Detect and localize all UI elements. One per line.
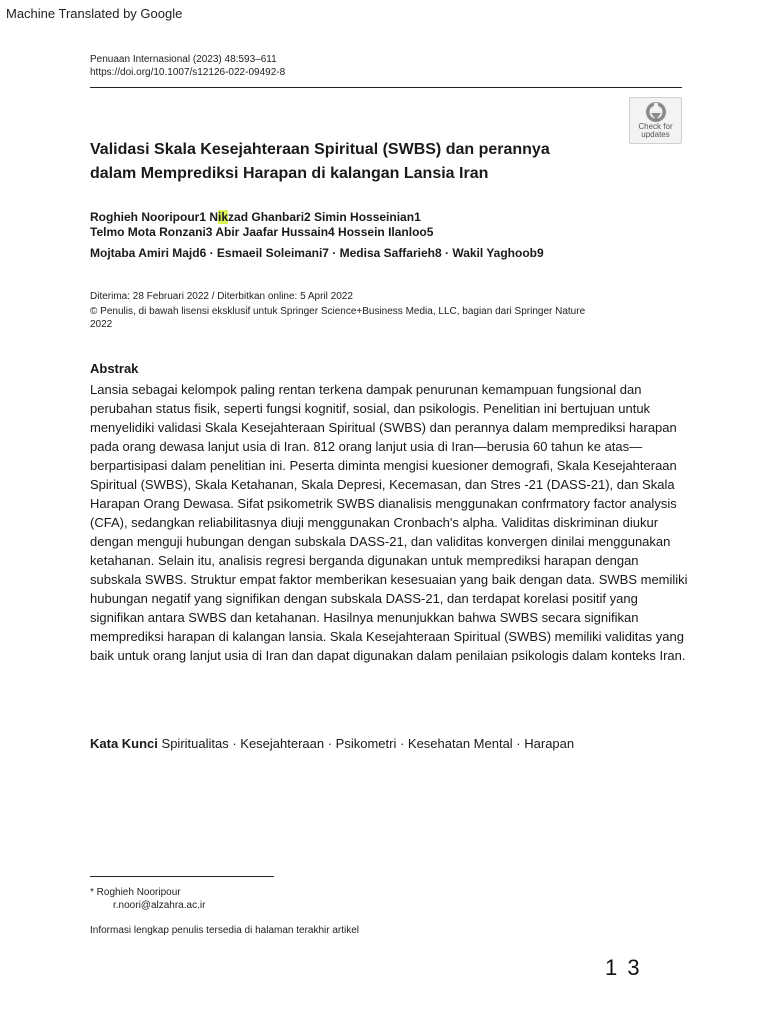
authors-line-1	[90, 210, 421, 224]
machine-translation-banner: Machine Translated by Google	[6, 6, 183, 21]
abstract-heading: Abstrak	[90, 361, 139, 376]
check-updates-icon	[645, 101, 667, 123]
author-info-note: Informasi lengkap penulis tersedia di halaman terakhir artikel	[90, 925, 360, 936]
corresponding-author: * Roghieh Nooripour	[90, 887, 181, 898]
check-for-updates-badge[interactable]	[629, 97, 682, 144]
title-line-1: Validasi Skala Kesejahteraan Spiritual (SWBS) dan perannya	[90, 141, 550, 158]
doi-link[interactable]: https://doi.org/10.1007/s12126-022-09492-8	[90, 67, 286, 78]
article-title	[90, 138, 630, 186]
author-text: zad Ghanbari2 Simin Hosseinian1	[228, 210, 421, 224]
copyright-line-2: 2022	[90, 319, 113, 330]
keywords-label: Kata Kunci	[90, 736, 158, 751]
journal-header	[90, 53, 285, 79]
highlighted-text: ik	[218, 210, 229, 224]
author-text: Roghieh Nooripour1 N	[90, 210, 218, 224]
page-number: 1 3	[605, 955, 642, 980]
keywords	[90, 736, 574, 751]
check-updates-line1: Check for	[638, 122, 673, 131]
authors-line-2: Telmo Mota Ronzani3 Abir Jaafar Hussain4 Hossein Ilanloo5	[90, 225, 434, 239]
header-divider	[90, 87, 682, 88]
keywords-list: Spiritualitas · Kesejahteraan · Psikometri · Kesehatan Mental · Harapan	[161, 736, 575, 751]
check-updates-line2: updates	[641, 130, 670, 139]
copyright-line-1: © Penulis, di bawah lisensi eksklusif untuk Springer Science+Business Media, LLC, bagian dari Springer Nature	[90, 306, 586, 317]
copyright-notice	[90, 305, 585, 331]
journal-citation: Penuaan Internasional (2023) 48:593–611	[90, 54, 277, 65]
footnote-divider	[90, 876, 274, 877]
authors-line-3: Mojtaba Amiri Majd6 · Esmaeil Soleimani7 · Medisa Saffarieh8 · Wakil Yaghoob9	[90, 246, 544, 260]
author-email[interactable]: r.noori@alzahra.ac.ir	[113, 900, 206, 911]
title-line-2: dalam Memprediksi Harapan di kalangan Lansia Iran	[90, 165, 489, 182]
received-published-dates: Diterima: 28 Februari 2022 / Diterbitkan online: 5 April 2022	[90, 291, 353, 302]
abstract-text: Lansia sebagai kelompok paling rentan terkena dampak penurunan kemampuan fungsional dan perubahan status fisik, seperti fungsi kognitif, sosial, dan psikologis. Penelitian ini bertujuan untuk menyelidiki validasi Skala Kesejahteraan Spiritual (SWBS) dan perannya dalam memprediksi harapan pada orang dewasa lanjut usia di Iran. 812 orang lanjut usia di Iran—berusia 60 tahun ke atas—berpartisipasi dalam penelitian ini. Peserta diminta mengisi kuesioner demografi, Skala Kesejahteraan Spiritual (SWBS), Skala Ketahanan, Skala Depresi, Kecemasan, dan Stres -21 (DASS-21), dan Skala Harapan Orang Dewasa. Sifat psikometrik SWBS dianalisis menggunakan confrmatory factor analysis (CFA), sedangkan reliabilitasnya diuji menggunakan Cronbach's alpha. Validitas diskriminan diukur dengan menguji hubungan dengan subskala DASS-21, dan validitas konvergen dinilai menggunakan ketahanan. Selain itu, analisis regresi berganda digunakan untuk memprediksi harapan dengan subskala SWBS. Struktur empat faktor memberikan kesesuaian yang baik dengan data. SWBS memiliki hubungan negatif yang signifikan dengan subskala DASS-21, dan terdapat korelasi positif yang signifikan antara SWBS dan ketahanan. Hasilnya menunjukkan bahwa SWBS secara signifikan memprediksi harapan di kalangan lansia. Skala Kesejahteraan Spiritual (SWBS) memiliki validitas yang baik untuk orang lanjut usia di Iran dan dapat digunakan dalam penilaian psikologis dalam konteks Iran.	[90, 382, 688, 663]
